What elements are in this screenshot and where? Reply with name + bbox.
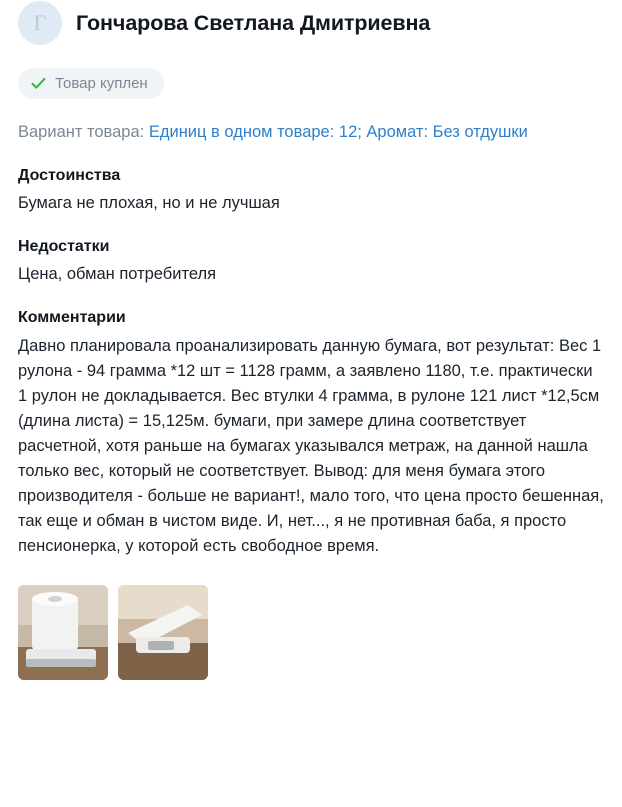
section-cons xyxy=(18,238,604,287)
status-badge-label: Товар куплен xyxy=(55,75,148,92)
section-pros-body: Бумага не плохая, но и не лучшая xyxy=(18,193,280,212)
section-pros xyxy=(18,167,604,216)
section-comment-body: Давно планировала проанализировать данную бумага, вот результат: Вес 1 рулона - 94 грамма *12 шт = 1128 грамм, а заявлено 1180, т.е. практически 1 рулон не докладывается. Вес втулки 4 грамма, в рулоне 121 лист *12,5см (длина листа) = 15,125м. бумаги, при замере длина соответствует расчетной, хотя раньше на бумагах указывался метраж, на данной нашла только вес, который не соответствует. Вывод: для меня бумага этого производителя - больше не вариант!, мало того, что цена просто бешенная, так еще и обман в чистом виде. И, нет..., я не противная баба, я просто пенсионерка, у которой есть свободное время. xyxy=(18,336,604,556)
section-cons-body: Цена, обман потребителя xyxy=(18,264,217,283)
avatar: Г xyxy=(18,1,62,45)
check-icon xyxy=(30,75,47,92)
author-name: Гончарова Светлана Дмитриевна xyxy=(76,10,431,35)
review-photos xyxy=(18,585,604,680)
review-header xyxy=(18,0,604,52)
section-pros-title: Достоинства xyxy=(18,166,121,184)
section-comment-title: Комментарии xyxy=(18,308,126,326)
review-photo-thumbnail[interactable] xyxy=(118,585,208,680)
variant-value-link[interactable]: Единиц в одном товаре: 12; Аромат: Без отдушки xyxy=(148,123,528,141)
section-comment xyxy=(18,309,604,560)
review-photo-thumbnail[interactable] xyxy=(18,585,108,680)
badge-row xyxy=(18,68,604,99)
variant-label: Вариант товара: xyxy=(18,123,145,141)
section-cons-title: Недостатки xyxy=(18,237,110,255)
variant-row xyxy=(18,121,604,145)
status-badge xyxy=(18,68,164,99)
